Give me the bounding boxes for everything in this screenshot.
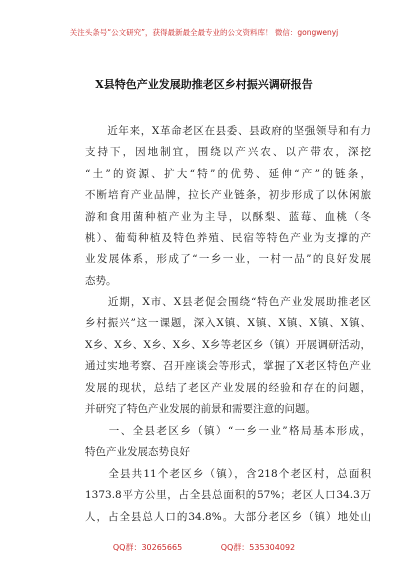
text-line: 全县共11个老区乡（镇），含218个老区村，总面积 xyxy=(85,468,371,480)
section-heading-1 xyxy=(85,421,371,464)
footer-qq-group-2: QQ群：535304092 xyxy=(220,543,296,552)
text-line: X乡、X乡、X乡、X乡、X乡等老区乡（镇）开展调研活动， xyxy=(85,338,371,351)
text-line: 业发展体系，形成了“一乡一业，一村一品”的良好发展 xyxy=(85,253,371,266)
header-promo-note: 关注头条号“公文研究”，获得最新最全最专业的公文资料库！ 微信：gongwenyj xyxy=(69,28,339,37)
paragraph-survey xyxy=(85,292,371,420)
text-line: 通过实地考察、召开座谈会等形式，掌握了X老区特色产业 xyxy=(85,360,371,373)
text-line: 人，占全县总人口的34.8%。大部分老区乡（镇）地处山 xyxy=(85,510,371,523)
text-line: 发展的现状，总结了老区产业发展的经验和存在的问题， xyxy=(85,381,371,394)
paragraph-overview xyxy=(85,464,371,528)
document-title: X县特色产业发展助推老区乡村振兴调研报告 xyxy=(95,78,313,91)
text-line: 支持下，因地制宜，围绕以产兴农、以产带农，深挖 xyxy=(85,146,371,159)
footer-qq-group-1: QQ群：30265665 xyxy=(112,543,183,552)
text-line: 不断培育产业品牌，拉长产业链条，初步形成了以休闲旅 xyxy=(85,189,371,202)
text-line: 一、全县老区乡（镇）“一乡一业”格局基本形成， xyxy=(85,425,371,437)
footer-contact xyxy=(0,542,408,553)
text-line: 1373.8平方公里，占全县总面积的57%；老区人口34.3万 xyxy=(85,489,371,502)
text-line: 游和食用菌种植产业为主导，以酥梨、蓝莓、血桃（冬 xyxy=(85,210,371,223)
text-line: 并研究了特色产业发展的前景和需要注意的问题。 xyxy=(85,402,316,415)
text-line: 态势。 xyxy=(85,274,117,287)
text-line: 近期，X市、X县老促会围绕“特色产业发展助推老区 xyxy=(85,296,371,308)
paragraph-intro xyxy=(85,121,371,292)
text-line: “土”的资源、扩大“特”的优势、延伸“产”的链条， xyxy=(85,167,371,180)
text-line: 近年来，X革命老区在县委、县政府的坚强领导和有力 xyxy=(85,125,371,137)
text-line: 桃）、葡萄种植及特色养殖、民宿等特色产业为支撑的产 xyxy=(85,231,371,244)
text-line: 特色产业发展态势良好 xyxy=(85,446,190,459)
text-line: 乡村振兴”这一课题，深入X镇、X镇、X镇、X镇、X镇、 xyxy=(85,317,371,330)
